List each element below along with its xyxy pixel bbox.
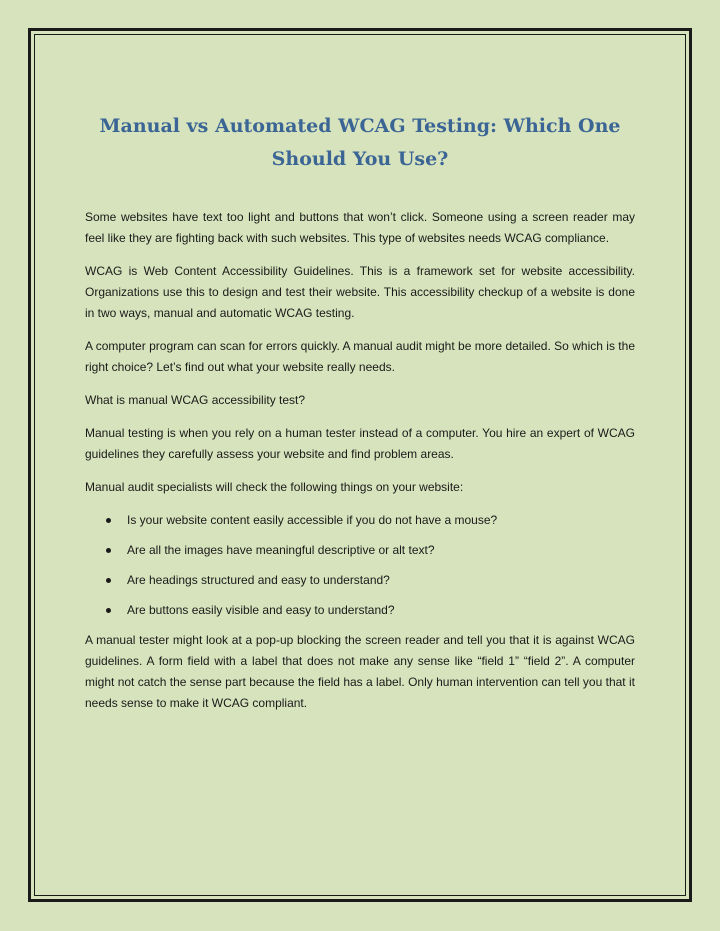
list-item-text: Are headings structured and easy to understand?: [127, 573, 390, 587]
bullet-icon: [106, 578, 111, 583]
paragraph-manual-testing: Manual testing is when you rely on a human tester instead of a computer. You hire an expert of WCAG guidelines they carefully assess your website and find problem areas.: [85, 426, 635, 461]
bullet-icon: [106, 548, 111, 553]
list-item-text: Are buttons easily visible and easy to understand?: [127, 603, 395, 617]
list-item-text: Is your website content easily accessible if you do not have a mouse?: [127, 513, 498, 527]
document-title: Manual vs Automated WCAG Testing: Which One Should You Use?: [99, 115, 621, 170]
bullet-icon: [106, 518, 111, 523]
document-body: [85, 110, 635, 726]
section-question: What is manual WCAG accessibility test?: [85, 393, 306, 407]
checklist: [85, 510, 635, 621]
list-item: [85, 540, 635, 561]
bullet-icon: [106, 608, 111, 613]
list-item-text: Are all the images have meaningful descriptive or alt text?: [127, 543, 435, 557]
paragraph-checklist-lead: Manual audit specialists will check the following things on your website:: [85, 480, 464, 494]
list-item: [85, 600, 635, 621]
list-item: [85, 570, 635, 591]
paragraph-wcag-definition: WCAG is Web Content Accessibility Guidelines. This is a framework set for website accessibility. Organizations use this to design and test their website. This accessibility checkup of a website is done in two ways, manual and automatic WCAG testing.: [85, 264, 635, 320]
paragraph-scan-vs-audit: A computer program can scan for errors quickly. A manual audit might be more detailed. So which is the right choice? Let’s find out what your website really needs.: [85, 339, 635, 374]
list-item: [85, 510, 635, 531]
paragraph-intro: Some websites have text too light and buttons that won’t click. Someone using a screen reader may feel like they are fighting back with such websites. This type of websites needs WCAG compliance.: [85, 210, 635, 245]
paragraph-manual-tester-example: A manual tester might look at a pop-up blocking the screen reader and tell you that it is against WCAG guidelines. A form field with a label that does not make any sense like “field 1” “field 2”. A computer might not catch the sense part because the field has a label. Only human intervention can tell you that it needs sense to make it WCAG compliant.: [85, 633, 635, 710]
